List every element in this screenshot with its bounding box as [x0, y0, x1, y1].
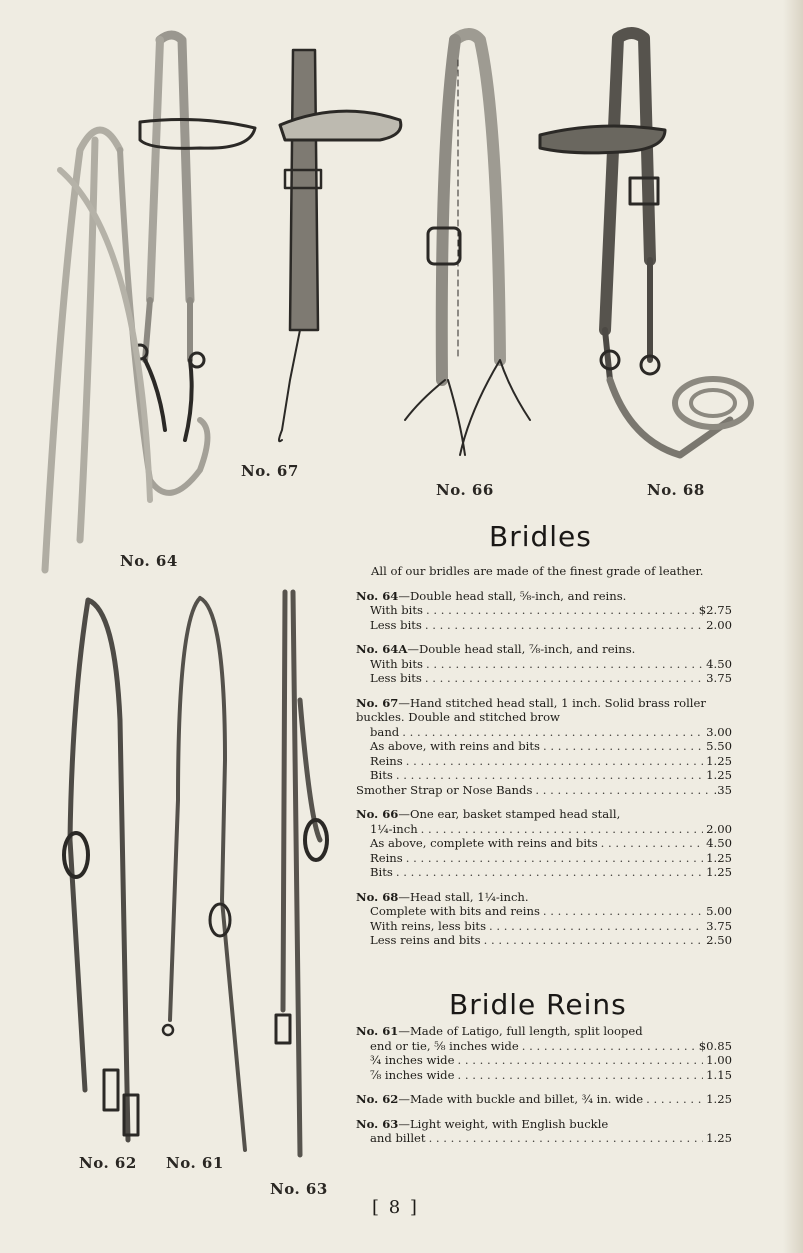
- caption-no62: No. 62: [79, 1154, 137, 1172]
- price-line-label: Reins: [370, 753, 403, 768]
- item-number: No. 62: [356, 1092, 399, 1106]
- price-value: 4.50: [706, 656, 732, 671]
- price-value: 1.15: [706, 1067, 732, 1082]
- leader-dots: [484, 933, 704, 948]
- price-line: [356, 618, 732, 633]
- price-value: 5.50: [706, 739, 732, 753]
- price-line-label: With bits: [370, 603, 423, 617]
- caption-no64: No. 64: [120, 552, 178, 570]
- leader-dots: [426, 603, 696, 618]
- item-heading: [356, 890, 732, 905]
- price-line: [356, 783, 732, 798]
- price-value: 5.00: [706, 904, 732, 918]
- catalog-item: [356, 696, 732, 798]
- price-line-label: With bits: [370, 656, 423, 671]
- price-line: [356, 822, 732, 837]
- catalog-item: [356, 807, 732, 880]
- caption-no68: No. 68: [647, 481, 705, 499]
- item-number: No. 63: [356, 1116, 399, 1131]
- bridle-no68-illustration: [540, 33, 751, 455]
- leader-dots: [402, 725, 703, 740]
- price-line-label: band: [370, 724, 400, 739]
- leader-dots: [396, 768, 703, 783]
- price-value: 1.00: [706, 1053, 732, 1067]
- price-line-label: Less reins and bits: [370, 933, 481, 947]
- price-line: [356, 933, 732, 948]
- price-value: 3.00: [706, 724, 732, 739]
- item-description: —Hand stitched head stall, 1 inch. Solid brass roller buckles. Double and stitched brow: [356, 695, 706, 724]
- price-line: [356, 754, 732, 769]
- item-heading: [356, 589, 732, 604]
- item-heading: [356, 1117, 732, 1132]
- price-line: [356, 1068, 732, 1083]
- price-value: 1.25: [706, 865, 732, 879]
- leader-dots: [535, 783, 710, 798]
- caption-no66: No. 66: [436, 481, 494, 499]
- reins-no63-illustration: [276, 592, 327, 1155]
- item-heading: [356, 642, 732, 657]
- reins-list: [356, 1024, 732, 1146]
- leader-dots: [406, 851, 703, 866]
- item-number: No. 64: [356, 588, 399, 603]
- price-line-label: As above, with reins and bits: [370, 739, 540, 753]
- catalog-item: [356, 890, 732, 948]
- price-line-label: With reins, less bits: [370, 918, 487, 933]
- price-line-label: ¾ inches wide: [370, 1053, 455, 1067]
- leader-dots: [421, 822, 704, 837]
- price-line: [356, 768, 732, 783]
- leader-dots: [543, 904, 703, 919]
- item-description: —Head stall, 1¼-inch.: [398, 889, 529, 904]
- leader-dots: [426, 657, 703, 672]
- catalog-item: [356, 589, 732, 633]
- price-line-label: Smother Strap or Nose Bands: [356, 782, 533, 797]
- price-value: 4.50: [706, 836, 732, 850]
- price-line: [356, 671, 732, 686]
- price-value: 1.25: [706, 1131, 732, 1145]
- item-description: —Made with buckle and billet, ¾ in. wide: [398, 1092, 644, 1106]
- item-heading: [356, 696, 732, 725]
- price-value: $2.75: [698, 603, 732, 617]
- price-value: 1.25: [706, 1092, 732, 1106]
- item-heading: [356, 1024, 732, 1039]
- item-description: —Double head stall, ⅞-inch, and reins.: [407, 642, 636, 656]
- bridle-no67-illustration: [279, 50, 401, 441]
- price-line: [356, 739, 732, 754]
- catalog-item: [356, 1092, 732, 1107]
- catalog-item: [356, 1024, 732, 1082]
- price-line: [356, 603, 732, 618]
- price-line-label: Less bits: [370, 671, 422, 685]
- price-line-label: and billet: [370, 1131, 426, 1145]
- leader-dots: [601, 836, 704, 851]
- price-line-label: end or tie, ⅝ inches wide: [370, 1038, 519, 1053]
- bridles-intro: All of our bridles are made of the finest grade of leather.: [371, 564, 704, 578]
- price-value: 1.25: [706, 850, 732, 865]
- price-value: 1.25: [706, 768, 732, 782]
- price-line: [356, 865, 732, 880]
- leader-dots: [396, 865, 703, 880]
- price-line-label: ⅞ inches wide: [370, 1067, 455, 1082]
- reins-no61-illustration: [163, 598, 245, 1150]
- leader-dots: [425, 671, 703, 686]
- price-line: [356, 1092, 732, 1107]
- price-line-label: [356, 1092, 643, 1107]
- price-value: $0.85: [698, 1038, 732, 1053]
- bridle-no66-illustration: [405, 34, 530, 455]
- item-description: —One ear, basket stamped head stall,: [398, 807, 621, 821]
- price-value: 2.00: [706, 617, 732, 632]
- item-number: No. 61: [356, 1024, 399, 1038]
- price-value: 2.00: [706, 821, 732, 836]
- price-value: 3.75: [706, 918, 732, 933]
- leader-dots: [425, 618, 703, 633]
- price-line-label: Reins: [370, 850, 403, 865]
- price-line: [356, 851, 732, 866]
- price-line-label: Bits: [370, 865, 393, 879]
- item-description: —Made of Latigo, full length, split looped: [398, 1024, 643, 1038]
- leader-dots: [543, 739, 703, 754]
- caption-no61: No. 61: [166, 1154, 224, 1172]
- bridle-no64-illustration: [45, 35, 255, 570]
- price-line: [356, 1053, 732, 1068]
- item-number: No. 66: [356, 807, 399, 821]
- bridles-section: [356, 564, 732, 948]
- item-number: No. 67: [356, 695, 399, 710]
- leader-dots: [429, 1131, 704, 1146]
- caption-no67: No. 67: [241, 462, 299, 480]
- bridles-list: [356, 589, 732, 948]
- item-number: No. 68: [356, 889, 399, 904]
- reins-section: [356, 1024, 732, 1146]
- item-description: —Double head stall, ⅝-inch, and reins.: [398, 588, 627, 603]
- price-line: [356, 1131, 732, 1146]
- reins-heading: Bridle Reins: [449, 988, 627, 1021]
- price-value: 1.25: [706, 753, 732, 768]
- page-number: [ 8 ]: [372, 1197, 419, 1218]
- leader-dots: [406, 754, 703, 769]
- bridles-heading: Bridles: [489, 520, 592, 553]
- price-line-label: Less bits: [370, 617, 422, 632]
- price-line: [356, 725, 732, 740]
- price-line: [356, 1039, 732, 1054]
- leader-dots: [489, 919, 703, 934]
- leader-dots: [646, 1092, 703, 1107]
- price-line: [356, 919, 732, 934]
- price-value: 3.75: [706, 671, 732, 685]
- catalog-item: [356, 642, 732, 686]
- price-line-label: Complete with bits and reins: [370, 904, 540, 918]
- price-line-label: Bits: [370, 768, 393, 782]
- price-line-label: 1¼-inch: [370, 821, 418, 836]
- caption-no63: No. 63: [270, 1180, 328, 1198]
- leader-dots: [457, 1053, 703, 1068]
- leader-dots: [457, 1068, 703, 1083]
- leader-dots: [522, 1039, 696, 1054]
- item-heading: [356, 807, 732, 822]
- price-line: [356, 904, 732, 919]
- catalog-item: [356, 1117, 732, 1146]
- price-value: 2.50: [706, 933, 732, 947]
- reins-no62-illustration: [64, 600, 138, 1140]
- price-line: [356, 836, 732, 851]
- item-description: —Light weight, with English buckle: [398, 1116, 609, 1131]
- price-line: [356, 657, 732, 672]
- price-line-label: As above, complete with reins and bits: [370, 836, 598, 850]
- price-value: .35: [713, 782, 732, 797]
- item-number: No. 64A: [356, 642, 408, 656]
